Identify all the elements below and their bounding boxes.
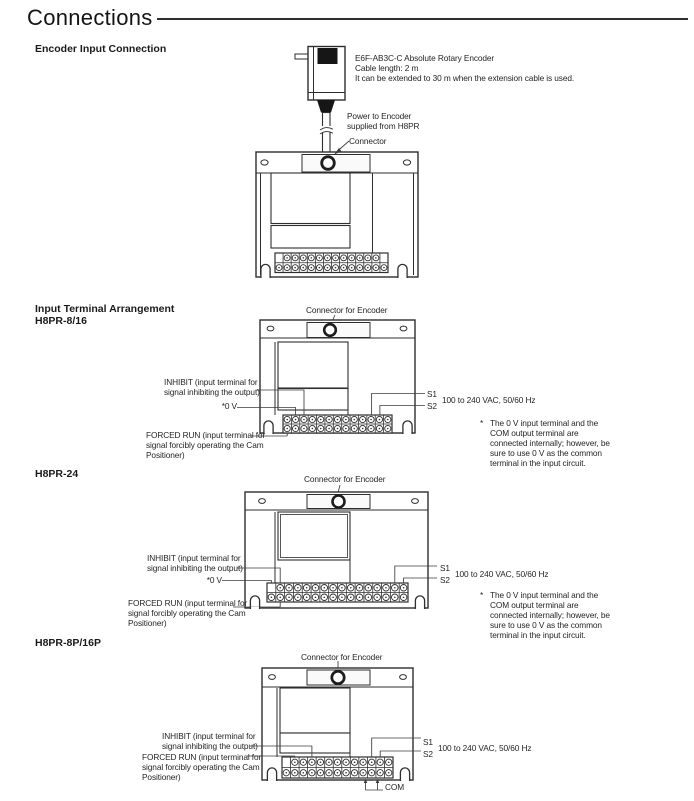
connector-for-encoder-label: Connector for Encoder: [306, 305, 388, 315]
section-heading-encoder-input: Encoder Input Connection: [35, 43, 167, 55]
com-label: COM: [385, 782, 405, 792]
forced-run-label: FORCED RUN (input terminal for signal forcibly operating the Cam Positioner): [142, 752, 262, 782]
section-heading-h8pr-8p16p: H8PR-8P/16P: [35, 637, 101, 649]
title-rule: [157, 18, 688, 20]
extension-note-label: It can be extended to 30 m when the extension cable is used.: [355, 73, 575, 83]
zero-v-note: * The 0 V input terminal and the COM output terminal are connected internally; however, be sure to use 0 V as the common terminal in the input circuit.: [480, 418, 610, 468]
forced-run-label: FORCED RUN (input terminal for signal forcibly operating the Cam Positioner): [146, 430, 266, 460]
heading-line1: Input Terminal Arrangement: [35, 303, 175, 315]
inhibit-label: INHIBIT (input terminal for signal inhibiting the output): [164, 377, 260, 397]
forced-run-label: FORCED RUN (input terminal for signal forcibly operating the Cam Positioner): [128, 598, 248, 628]
section-heading-h8pr-816: [35, 304, 174, 327]
page-title: Connections: [27, 5, 153, 30]
zero-v-label: *0 V: [221, 401, 237, 411]
s1-label: S1: [440, 563, 450, 573]
connector-for-encoder-label: Connector for Encoder: [304, 474, 386, 484]
inhibit-label: INHIBIT (input terminal for signal inhibiting the output): [147, 553, 243, 573]
note-asterisk: *: [480, 418, 484, 428]
zero-v-label: *0 V: [206, 575, 222, 585]
power-supply-label-line2: supplied from H8PR: [347, 121, 420, 131]
inhibit-label: INHIBIT (input terminal for signal inhibiting the output): [162, 731, 258, 751]
connector-label: Connector: [349, 136, 387, 146]
heading-line2: H8PR-8/16: [35, 314, 87, 327]
cable-length-label: Cable length: 2 m: [355, 63, 419, 73]
s1-label: S1: [427, 389, 437, 399]
note-asterisk: *: [480, 590, 484, 600]
section-heading-h8pr-24: H8PR-24: [35, 468, 79, 480]
s2-label: S2: [440, 575, 450, 585]
power-rating-label: 100 to 240 VAC, 50/60 Hz: [438, 743, 532, 753]
s2-label: S2: [423, 749, 433, 759]
s1-label: S1: [423, 737, 433, 747]
encoder-model-label: E6F-AB3C-C Absolute Rotary Encoder: [355, 53, 495, 63]
s2-label: S2: [427, 401, 437, 411]
power-rating-label: 100 to 240 VAC, 50/60 Hz: [442, 395, 536, 405]
zero-v-note: * The 0 V input terminal and the COM output terminal are connected internally; however, be sure to use 0 V as the common terminal in the input circuit.: [480, 590, 610, 640]
connector-for-encoder-label: Connector for Encoder: [301, 652, 383, 662]
power-rating-label: 100 to 240 VAC, 50/60 Hz: [455, 569, 549, 579]
power-supply-label-line1: Power to Encoder: [347, 111, 412, 121]
